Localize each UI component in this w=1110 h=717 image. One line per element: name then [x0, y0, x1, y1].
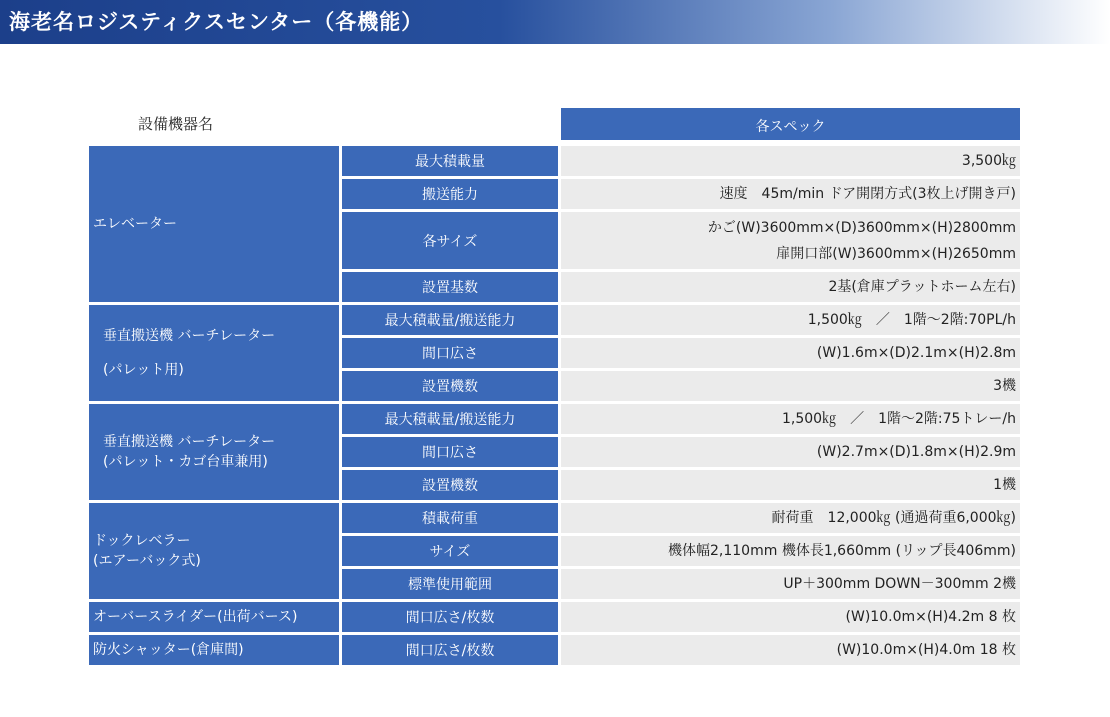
spec-value-cell	[561, 272, 1020, 302]
spec-item-label: 最大積載量/搬送能力	[342, 305, 561, 335]
spec-item-label: 標準使用範囲	[342, 569, 561, 599]
spec-value: 3,500㎏	[961, 153, 1016, 169]
spec-value-cell	[561, 635, 1020, 665]
spec-value: 1機	[993, 477, 1016, 493]
spec-value: 3機	[993, 378, 1016, 394]
spec-value-cell	[561, 305, 1020, 335]
equipment-name: (エアーバック式)	[93, 553, 201, 569]
spec-value-cell	[561, 536, 1020, 566]
spec-value-cell	[561, 212, 1020, 269]
spec-value: (W)2.7m×(D)1.8m×(H)2.9m	[816, 444, 1016, 460]
spec-value: (W)1.6m×(D)2.1m×(H)2.8m	[816, 345, 1016, 361]
spec-value: 2基(倉庫プラットホーム左右)	[828, 279, 1016, 295]
spec-value-cell	[561, 569, 1020, 599]
equipment-name-cell	[89, 503, 342, 599]
spec-header: 各スペック	[561, 108, 1020, 140]
spec-item-label: 間口広さ	[342, 338, 561, 368]
equipment-name-cell	[89, 146, 342, 302]
spec-value-cell	[561, 437, 1020, 467]
spec-value-cell	[561, 179, 1020, 209]
equipment-name: エレベーター	[93, 216, 177, 232]
title-bar	[0, 0, 1110, 44]
spec-item-label: 設置機数	[342, 371, 561, 401]
spec-value: UP＋300mm DOWN－300mm 2機	[783, 576, 1016, 592]
equipment-name: (パレット用)	[103, 362, 184, 378]
spec-item-label: 間口広さ	[342, 437, 561, 467]
spec-value-cell	[561, 371, 1020, 401]
spec-value-cell	[561, 503, 1020, 533]
spec-value-cell	[561, 338, 1020, 368]
spec-value: 1,500㎏ ／ 1階～2階:70PL/h	[807, 312, 1016, 328]
equipment-name-cell	[89, 635, 342, 665]
table-row	[89, 602, 1020, 632]
spec-value: (W)10.0m×(H)4.0m 18 枚	[836, 642, 1016, 658]
spec-value-cell	[561, 602, 1020, 632]
spec-value: 耐荷重 12,000㎏ (通過荷重6,000㎏)	[771, 510, 1016, 526]
spec-item-label: 間口広さ/枚数	[342, 635, 561, 665]
table-row	[89, 305, 1020, 335]
spec-value: かご(W)3600mm×(D)3600mm×(H)2800mm	[707, 219, 1016, 236]
spec-value-cell	[561, 404, 1020, 434]
spec-value: 機体幅2,110mm 機体長1,660mm (リップ長406mm)	[668, 543, 1016, 559]
equipment-name: (パレット・カゴ台車兼用)	[103, 454, 268, 470]
spec-value: (W)10.0m×(H)4.2m 8 枚	[845, 609, 1016, 625]
spec-item-label: 搬送能力	[342, 179, 561, 209]
table-row	[89, 503, 1020, 533]
spec-value-cell	[561, 146, 1020, 176]
spec-value: 速度 45m/min ドア開閉方式(3枚上げ開き戸)	[719, 186, 1016, 202]
table-row	[89, 146, 1020, 176]
spec-item-label: 最大積載量/搬送能力	[342, 404, 561, 434]
spec-item-label: 間口広さ/枚数	[342, 602, 561, 632]
spec-value: 扉開口部(W)3600mm×(H)2650mm	[776, 245, 1016, 262]
spec-item-label: 各サイズ	[342, 212, 561, 269]
equipment-name: 防火シャッター(倉庫間)	[93, 642, 244, 658]
equipment-name-cell	[89, 305, 342, 401]
spec-item-label: 最大積載量	[342, 146, 561, 176]
spec-table	[89, 143, 1020, 668]
equipment-name: 垂直搬送機 バーチレーター	[103, 434, 276, 450]
spec-item-label: 設置機数	[342, 470, 561, 500]
spec-item-label: 積載荷重	[342, 503, 561, 533]
equipment-name-header: 設備機器名	[138, 115, 214, 133]
equipment-name: ドックレベラー	[93, 533, 191, 549]
equipment-name: 垂直搬送機 バーチレーター	[103, 328, 276, 344]
equipment-name: オーバースライダー(出荷バース)	[93, 609, 298, 625]
spec-item-label: サイズ	[342, 536, 561, 566]
spec-value: 1,500㎏ ／ 1階～2階:75トレー/h	[781, 411, 1016, 427]
table-row	[89, 635, 1020, 665]
equipment-name-cell	[89, 404, 342, 500]
table-row	[89, 404, 1020, 434]
spec-value-cell	[561, 470, 1020, 500]
page-title: 海老名ロジスティクスセンター（各機能）	[9, 10, 424, 34]
equipment-name-cell	[89, 602, 342, 632]
spec-item-label: 設置基数	[342, 272, 561, 302]
